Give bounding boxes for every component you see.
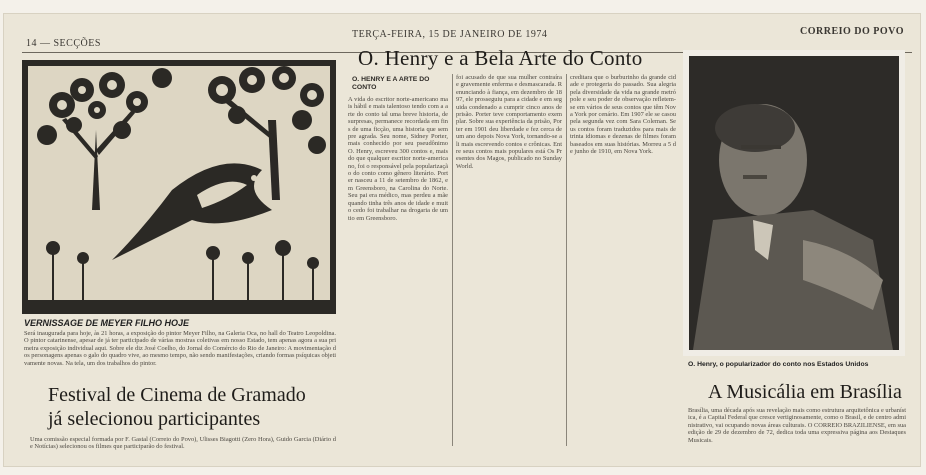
art-body-text: Será inaugurada para hoje, às 21 horas, a exposição do pintor Meyer Filho, na Galeria Oca, no hall do Teatro Leopoldina. O pintor catarinense, apesar de já ter participado de várias mostras coletivas em nosso Estado, tem apenas agora a sua primeira exposição individual aqui. Sobre ele diz José Coelho, do Jornal do Comércio do Rio de Janeiro: A movimentação dos personagens apenas o galo do quadro vive, ao mesmo tempo, não sendo manifestações, criando formas psíquicas objetivamente novas. Na tela, um dos trabalhos do pintor. [24, 330, 336, 367]
musicalia-body-text: Brasília, uma década após sua revelação mais como estrutura arquitetônica e urbanística, é a Capital Federal que cresce vertiginosamente, como o Brasil, e de centro administrativo, vai ocupando novas áreas culturais. O CORREIO BRAZILIENSE, em sua edição de 29 de dezembro de 72, dedica toda uma expressiva página aos Destaques Musicais. [688, 407, 906, 444]
musicalia-headline: A Musicália em Brasília [708, 381, 902, 403]
photo-caption: O. Henry, o popularizador do conto nos Estados Unidos [688, 361, 869, 368]
section-label: 14 — SECÇÕES [26, 38, 101, 49]
ohenry-portrait [683, 50, 905, 356]
gramado-headline-line-1: Festival de Cinema de Gramado [48, 384, 306, 406]
meyer-filho-artwork [22, 60, 336, 314]
ohenry-column-3: creditara que o burburinho da grande cidade e protegeria do passado. Sua alegria pela diversidade da vida na grande metrópole e seu poder de observação refletem-se em vários de seus contos que têm Nova York por cenário. Em 1907 ele se casou pela segunda vez com Sara Coleman. Seus contos foram traduzidos para mais de trinta idiomas e dezenas de filmes foram baseados em suas histórias. Morreu a 5 de junho de 1910, em Nova York. [570, 74, 676, 156]
newspaper-name: CORREIO DO POVO [800, 26, 904, 37]
gramado-headline-line-2: já selecionou participantes [48, 408, 261, 430]
column-rule [452, 74, 453, 446]
art-caption: VERNISSAGE DE MEYER FILHO HOJE [24, 318, 190, 328]
ohenry-column-2: foi acusado de que sua mulher contraíra e gravemente enferma e desmascarada. Renunciando à fiança, em dezembro de 1897, ele prosseguiu para a cidade e em seguida condenado a cumprir cinco anos de prisão. Porter teve comportamento exemplar. Sobre sua experiência da prisão, Porter em 1901 deu liberdade e fez cerca de um ano depois Nova York, tornando-se ali mais escrevendo contos e crônicas. Entre seus contos mais populares está Os Presentes dos Magos, publicado no Sunday World. [456, 74, 562, 170]
ohenry-column-1: A vida do escritor norte-americano mais hábil e mais talentoso tendo com a arte do conto tal uma breve historia, de surpresas, permanece recordada em fins de uma ficção, uma historia que sempre agrada. Seu nome, Sidney Porter, mais conhecido por seu pseudônimo O. Henry, escreveu 300 contos e, mais do que qualquer escritor norte-americano, foi o responsável pela popularização do conto como gênero literário. Porter nasceu a 11 de setembro de 1862, em Greensboro, na Carolina do Norte. Seu pai era médico, mas perdeu a mãe quando tinha três anos de idade e muito cedo foi trabalhar na drogaria de um tio em Greensboro. [348, 96, 448, 222]
ohenry-subhead: O. HENRY E A ARTE DO CONTO [352, 76, 430, 91]
date-line: TERÇA-FEIRA, 15 DE JANEIRO DE 1974 [352, 29, 548, 40]
column-rule [566, 74, 567, 446]
ohenry-headline: O. Henry e a Bela Arte do Conto [358, 46, 643, 70]
artwork-drawing [22, 60, 336, 314]
portrait-image [683, 50, 905, 356]
gramado-body-text: Uma comissão especial formada por F. Gastal (Correio do Povo), Ulisses Biagotti (Zero Hora), Guido Garcia (Diário de Notícias) selecionou os filmes que participarão do festival. [30, 436, 336, 450]
